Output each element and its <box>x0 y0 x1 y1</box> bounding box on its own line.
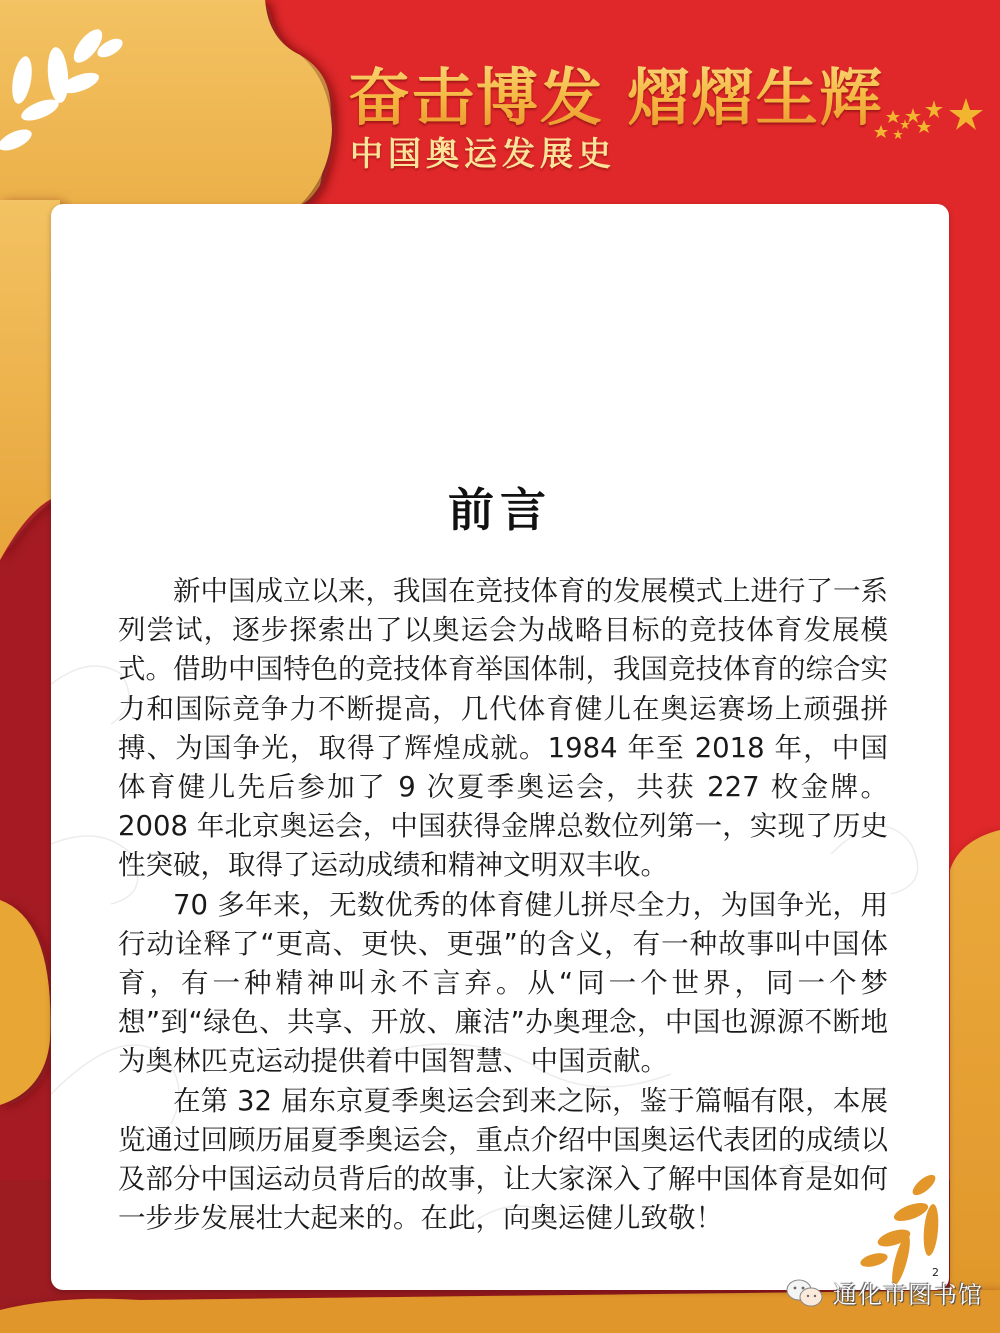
paragraph-2: 70 多年来，无数优秀的体育健儿拼尽全力，为国争光，用行动诠释了“更高、更快、更强”的含义，有一种故事叫中国体育，有一种精神叫永不言弃。从“同一个世界，同一个梦想”到“绿色、共享、开放、廉洁”办奥理念，中国也源源不断地为奥林匹克运动提供着中国智慧、中国贡献。 <box>118 888 888 1078</box>
body-text <box>118 572 888 1238</box>
watermark-text: 通化市图书馆 <box>833 1281 983 1309</box>
wechat-icon <box>785 1278 825 1308</box>
subheading: 中国奥运发展史 <box>350 134 616 173</box>
watermark <box>785 1275 983 1310</box>
paragraph-1: 新中国成立以来，我国在竞技体育的发展模式上进行了一系列尝试，逐步探索出了以奥运会为战略目标的竞技体育发展模式。借助中国特色的竞技体育举国体制，我国竞技体育的综合实力和国际竞争力不断提高，几代体育健儿在奥运赛场上顽强拼搏、为国争光，取得了辉煌成就。1984 年至 2018 年，中国体育健儿先后参加了 9 次夏季奥运会，共获 227 枚金牌。2008 年北京奥运会，中国获得金牌总数位列第一，实现了历史性突破，取得了运动成绩和精神文明双丰收。 <box>118 575 888 882</box>
page-number: 2 <box>932 1266 939 1279</box>
headline: 奋击博发 熠熠生辉 <box>348 48 884 137</box>
paragraph-3: 在第 32 届东京夏季奥运会到来之际，鉴于篇幅有限，本展览通过回顾历届夏季奥运会，重点介绍中国奥运代表团的成绩以及部分中国运动员背后的故事，让大家深入了解中国体育是如何一步步发展壮大起来的。在此，向奥运健儿致敬！ <box>118 1084 888 1235</box>
page-title: 前言 <box>448 483 552 537</box>
content-card <box>51 204 949 1290</box>
